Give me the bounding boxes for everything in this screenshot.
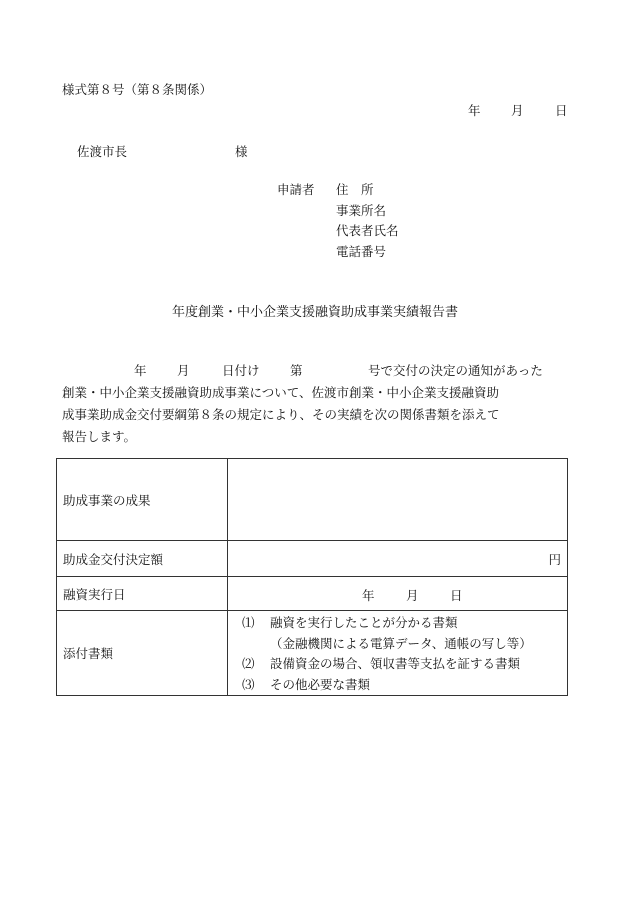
- list-item: ⑴ 融資を実行したことが分かる書類: [242, 615, 458, 630]
- body-line-2: 創業・中小企業支援融資助成事業について、佐渡市創業・中小企業支援融資助: [62, 385, 500, 400]
- body-day: 日付け: [222, 363, 260, 378]
- loan-date-month: 月: [406, 587, 419, 603]
- body-line-3: 成事業助成金交付要綱第８条の規定により、その実績を次の関係書類を添えて: [62, 407, 500, 422]
- body-line-1: [62, 360, 568, 382]
- date-day-label: 日: [555, 103, 568, 118]
- loan-date-year: 年: [362, 587, 375, 603]
- report-table: [56, 458, 568, 696]
- addressee: 佐渡市長: [77, 144, 128, 159]
- loan-date-label: 融資実行日: [57, 577, 228, 611]
- applicant-address-label: 住 所: [336, 182, 374, 197]
- results-field[interactable]: [228, 459, 568, 541]
- body-line-4: 報告します。: [62, 429, 137, 444]
- grant-amount-field[interactable]: [228, 541, 568, 577]
- body-line-1-tail: 号で交付の決定の通知があった: [368, 363, 543, 378]
- table-row: [57, 611, 568, 696]
- attachments-label: 添付書類: [57, 611, 228, 696]
- date-year-label: 年: [468, 103, 481, 118]
- date-month-label: 月: [511, 103, 524, 118]
- table-row: [57, 459, 568, 541]
- form-number-label: 様式第８号（第８条関係）: [62, 82, 213, 97]
- table-row: [57, 541, 568, 577]
- loan-date-day: 日: [450, 587, 463, 603]
- list-item: ⑶ その他必要な書類: [242, 676, 371, 692]
- document-title: 年度創業・中小企業支援融資助成事業実績報告書: [171, 305, 458, 320]
- results-label: 助成事業の成果: [57, 459, 228, 541]
- applicant-business-name-label: 事業所名: [336, 203, 387, 218]
- table-row: [57, 577, 568, 611]
- body-month: 月: [177, 363, 190, 378]
- body-year: 年: [134, 363, 147, 378]
- list-item: ⑵ 設備資金の場合、領収書等支払を証する書類: [242, 656, 521, 671]
- attachments-list: [228, 611, 568, 696]
- applicant-label: 申請者: [277, 182, 315, 197]
- body-no: 第: [290, 363, 303, 378]
- applicant-phone-label: 電話番号: [336, 244, 387, 259]
- report-body-text: [62, 360, 568, 448]
- honorific: 様: [235, 144, 248, 159]
- list-item: （金融機関による電算データ、通帳の写し等）: [270, 635, 532, 651]
- yen-unit: 円: [548, 551, 561, 567]
- grant-amount-label: 助成金交付決定額: [57, 541, 228, 577]
- applicant-representative-label: 代表者氏名: [336, 223, 399, 238]
- loan-date-field[interactable]: [228, 577, 568, 611]
